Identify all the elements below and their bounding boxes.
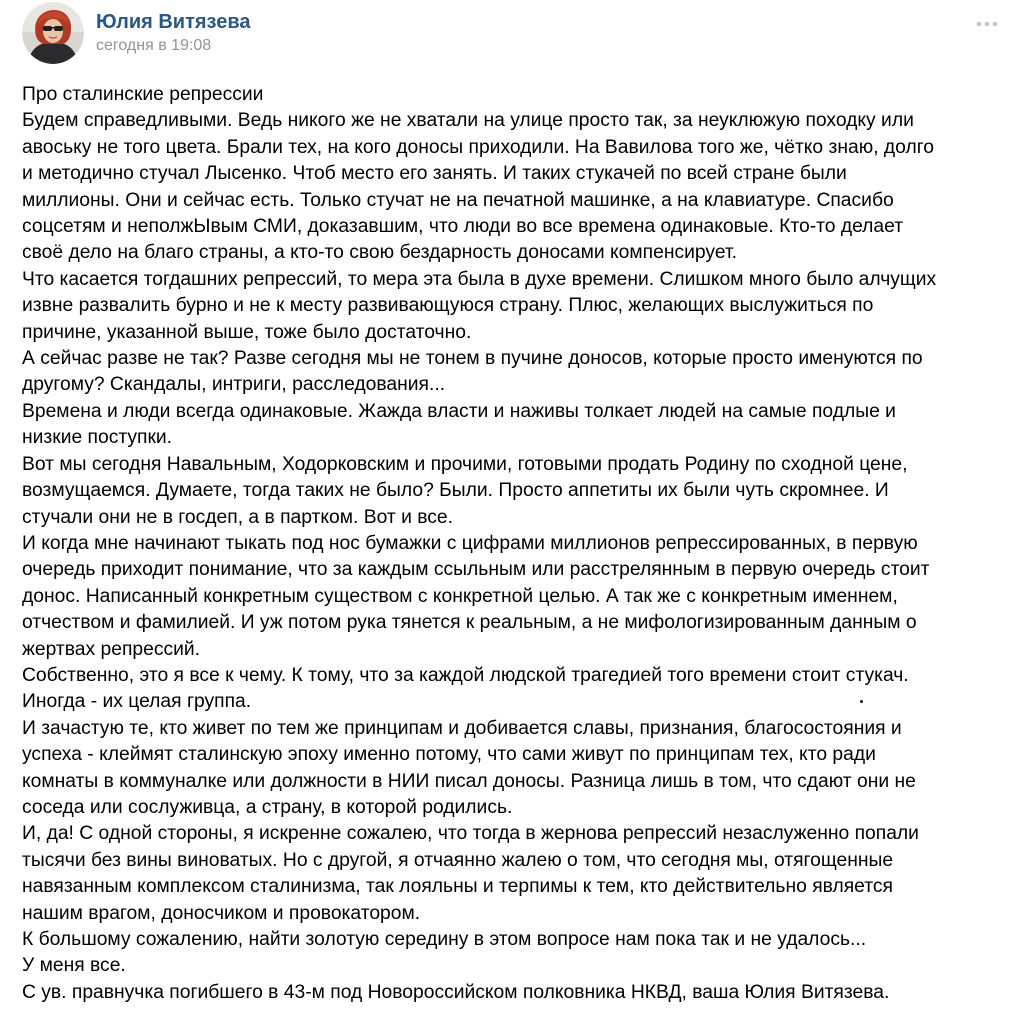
post-text-line: своё дело на благо страны, а кто-то свою бездарность доносами компенсирует. — [22, 242, 737, 264]
post-text-line: возмущаемся. Думаете, тогда таких не было? Были. Просто аппетиты их были чуть скромнее. И — [22, 480, 889, 502]
post-text-line: миллионы. Они и сейчас есть. Только стучат не на печатной машинке, а на клавиатуре. Спасибо — [22, 189, 894, 211]
post-text-line: С ув. правнучка погибшего в 43-м под Новороссийском полковника НКВД, ваша Юлия Витязева. — [22, 981, 890, 1003]
post-text-line: И когда мне начинают тыкать под нос бумажки с цифрами миллионов репрессированных, в первую — [22, 532, 918, 554]
post-text-line: жертвах репрессий. — [22, 638, 201, 660]
post-text-line: Иногда - их целая группа. — [22, 691, 252, 713]
post-text-line: И, да! С одной стороны, я искренне сожалею, что тогда в жернова репрессий незаслуженно попали — [22, 823, 919, 845]
stray-dot — [860, 700, 863, 703]
post-text-line: очередь приходит понимание, что за каждым ссыльным или расстрелянным в первую очередь стоит — [22, 559, 930, 581]
post-text-line: извне развалить бурно и не к месту развивающуюся страну. Плюс, желающих выслужиться по — [22, 295, 874, 317]
post-text-line: К большому сожалению, найти золотую середину в этом вопросе нам пока так и не удалось... — [22, 929, 867, 950]
post-text-line: успеха - клеймят сталинскую эпоху именно потому, что сами живут по принципам тех, кто ради — [22, 744, 876, 766]
post-text-line: донос. Написанный конкретным существом с конкретной целью. А так же с конкретным именнем, — [22, 585, 898, 607]
post-text-line: причине, указанной выше, тоже было достаточно. — [22, 321, 472, 343]
post-text-line: нашим врагом, доносчиком и провокатором. — [22, 902, 421, 924]
post-timestamp[interactable]: сегодня в 19:08 — [96, 37, 212, 54]
post-text-line: другому? Скандалы, интриги, расследования... — [22, 374, 446, 396]
post-text-line: соцсетям и неполжЫвым СМИ, доказавшим, что люди во все времена одинаковые. Кто-то делает — [22, 216, 904, 238]
post-text-line: тысячи без вины виноватых. Но с другой, я отчаянно жалею о том, что сегодня мы, отягощенные — [22, 849, 894, 871]
post-text-line: и методично стучал Лысенко. Чтоб место его занять. И таких стукачей по всей стране были — [22, 163, 847, 185]
post-text-line: отчеством и фамилией. И уж потом рука тянется к реальным, а не мифологизированным данным о — [22, 612, 917, 634]
author-name-link[interactable]: Юлия Витязева — [96, 11, 251, 33]
post-text — [22, 82, 992, 1006]
post-text-line: А сейчас разве не так? Разве сегодня мы не тонем в пучине доносов, которые просто именуются по — [22, 348, 923, 370]
post-text-line: Про сталинские репрессии — [22, 84, 264, 105]
post-header — [22, 2, 1000, 66]
post-text-line: Что касается тогдашних репрессий, то мера эта была в духе времени. Слишком много было алчущих — [22, 268, 937, 290]
user-avatar-photo-icon — [22, 2, 84, 64]
post-text-line: комнаты в коммуналке или должности в НИИ писал доносы. Разница лишь в том, что сдают они не — [22, 770, 916, 792]
post-text-line: Времена и люди всегда одинаковые. Жажда власти и наживы толкает людей на самые подлые и — [22, 400, 896, 422]
more-dots-icon[interactable] — [974, 14, 1000, 34]
author-avatar[interactable] — [22, 2, 84, 64]
post-text-line: Будем справедливыми. Ведь никого же не хватали на улице просто так, за неуклюжую походку или — [22, 110, 914, 132]
post-text-line: стучали они не в госдеп, а в партком. Вот и все. — [22, 506, 453, 528]
post-text-line: У меня все. — [22, 955, 126, 977]
post-text-line: соседа или сослуживца, а страну, в которой родились. — [22, 796, 513, 818]
post-text-line: Собственно, это я все к чему. К тому, что за каждой людской трагедией того времени стоит стукач. — [22, 664, 909, 686]
post-text-line: авоську не того цвета. Брали тех, на кого доносы приходили. На Вавилова того же, чётко знаю, долго — [22, 136, 935, 158]
post-text-line: низкие поступки. — [22, 427, 173, 449]
post-text-line: И зачастую те, кто живет по тем же принципам и добивается славы, признания, благосостояния и — [22, 717, 902, 739]
post-text-line: Вот мы сегодня Навальным, Ходорковским и прочими, готовыми продать Родину по сходной цене, — [22, 453, 908, 475]
post-text-line: навязанным комплексом сталинизма, так лояльны и терпимы к тем, кто действительно является — [22, 876, 893, 898]
